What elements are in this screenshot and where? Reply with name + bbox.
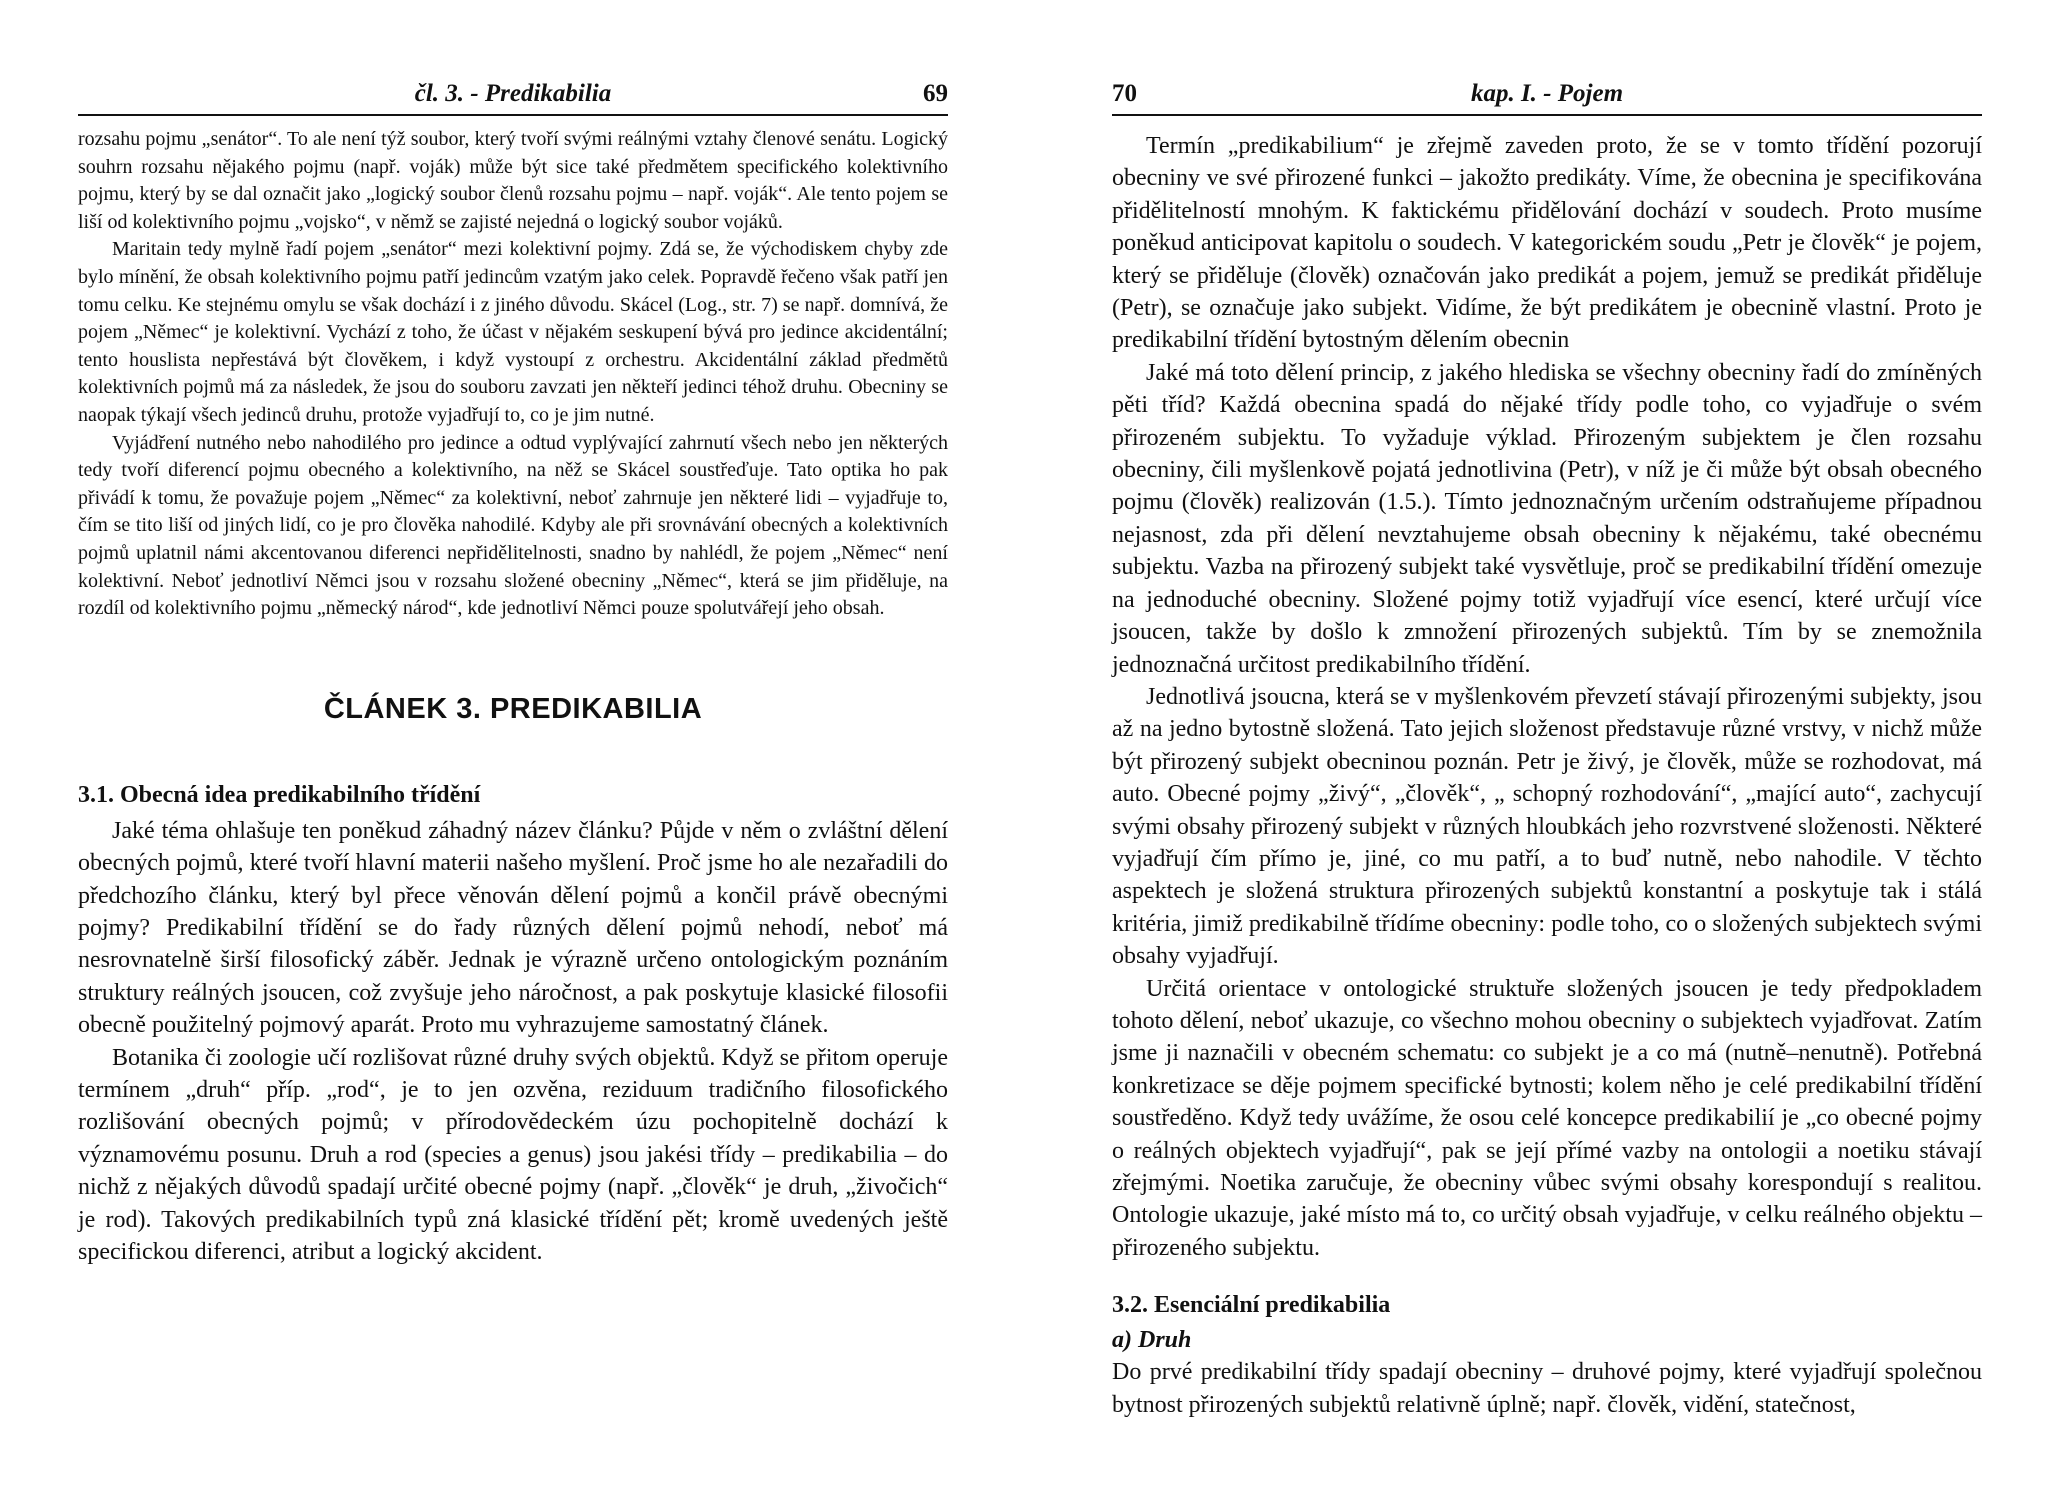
left-page — [78, 80, 948, 1268]
paragraph: Botanika či zoologie učí rozlišovat různé druhy svých objektů. Když se přitom operuje termínem „druh“ příp. „rod“, je to jen ozvěna, reziduum tradičního filosofického rozlišování obecných pojmů; v přírodovědeckém úzu pochopitelně dochází k významovému posunu. Druh a rod (species a genus) jsou jakési třídy – predikabilia – do nichž z nějakých důvodů spadají určité obecné pojmy (např. „člověk“ je druh, „živočich“ je rod). Takových predikabilních typů zná klasické třídění pět; kromě uvedených ještě specifickou diferenci, atribut a logický akcident. — [78, 1044, 948, 1265]
running-head — [1112, 80, 1982, 116]
subsection-title: a) Druh — [1112, 1327, 1192, 1354]
right-page — [1112, 80, 1982, 1421]
running-title: kap. I. - Pojem — [1470, 80, 1624, 107]
paragraph: Jaké má toto dělení princip, z jakého hlediska se všechny obecniny řadí do zmíněných pěti tříd? Každá obecnina spadá do nějaké třídy podle toho, co vyjadřuje o svém přirozeném subjektu. To vyžaduje výklad. Přirozeným subjektem je člen rozsahu obecniny, čili myšlenkově pojatá jednotlivina (Petr), v níž je či může být obsah obecného pojmu (člověk) realizován (1.5.). Tímto jednoznačným určením odstraňujeme případnou nejasnost, zda při dělení nevztahujeme obsah obecniny k nějakému, také obecnému subjektu. Vazba na přirozený subjekt také vysvětluje, proč se predikabilní třídění omezuje na jednoduché obecniny. Složené pojmy totiž vyjadřují více esencí, které určují více jsoucen, takže by došlo k zmnožení přirozených subjektů. Tím by se znemožnila jednoznačná určitost predikabilního třídění. — [1112, 359, 1982, 678]
paragraph: rozsahu pojmu „senátor“. To ale není týž soubor, který tvoří svými reálnými vztahy členové senátu. Logický souhrn rozsahu nějakého pojmu (např. voják) může být sice také předmětem specifického kolektivního pojmu, který by se dal označit jako „logický soubor členů rozsahu pojmu – např. voják“. Ale tento pojem se liší od kolektivního pojmu „vojsko“, v němž se zajisté nejedná o logický soubor vojáků. — [78, 128, 948, 233]
running-head — [78, 80, 948, 116]
page-number: 69 — [923, 80, 948, 107]
paragraph: Jednotlivá jsoucna, která se v myšlenkovém převzetí stávají přirozenými subjekty, jsou až na jedno bytostně složená. Tato jejich složenost představuje různé vrstvy, v nichž může být přirozený subjekt obecninou poznán. Petr je živý, je člověk, může se rozhodovat, má auto. Obecné pojmy „živý“, „člověk“, „ schopný rozhodování“, „mající auto“, zachycují svými obsahy přirozený subjekt v různých hloubkách jeho rozvrstvené složenosti. Některé vyjadřují čím přímo je, jiné, co mu patří, a to buď nutně, nebo nahodile. V těchto aspektech je složená struktura přirozených subjektů konstantní a poskytuje tak i stálá kritéria, jimiž predikabilně třídíme obecniny: podle toho, co o složených subjektech svými obsahy vyjadřují. — [1112, 683, 1982, 970]
paragraph: Do prvé predikabilní třídy spadají obecniny – druhové pojmy, které vyjadřují společnou bytnost přirozených subjektů relativně úplně; např. člověk, vidění, statečnost, — [1112, 1359, 1982, 1418]
paragraph: Určitá orientace v ontologické struktuře složených jsoucen je tedy předpokladem tohoto dělení, neboť ukazuje, co všechno mohou obecniny o subjektech vyjadřovat. Zatím jsme ji naznačili v obecném schematu: co subjekt je a co má (nutně–nenutně). Potřebná konkretizace se děje pojmem specifické bytnosti; kolem něho je celé predikabilní třídění soustředěno. Když tedy uvážíme, že osou celé koncepce predikabilií je „co obecné pojmy o reálných objektech vyjadřují“, pak se její přímé vazby na ontologii a noetiku stávají zřejmými. Noetika zaručuje, že obecniny vůbec svými obsahy korespondují s realitou. Ontologie ukazuje, jaké místo má to, co určitý obsah vyjadřuje, v celku reálného objektu – přirozeného subjektu. — [1112, 975, 1982, 1261]
section-title: 3.2. Esenciální predikabilia — [1112, 1292, 1391, 1319]
paragraph: Termín „predikabilium“ je zřejmě zaveden proto, že se v tomto třídění pozorují obecniny ve své přirozené funkci – jakožto predikáty. Víme, že obecnina je specifikována přidělitelností mnohým. K faktickému přidělování dochází v soudech. Proto musíme poněkud anticipovat kapitolu o soudech. V kategorickém soudu „Petr je člověk“ je pojem, který se přiděluje (člověk) označován jako predikát a pojem, jemuž se predikát přiděluje (Petr), se označuje jako subjekt. Vidíme, že být predikátem je obecnině vlastní. Proto je predikabilní třídění bytostným dělením obecnin — [1112, 133, 1982, 354]
paragraph: Maritain tedy mylně řadí pojem „senátor“ mezi kolektivní pojmy. Zdá se, že východiskem chyby zde bylo mínění, že obsah kolektivního pojmu patří jedincům vzatým jako celek. Popravdě řečeno však patří jen tomu celku. Ke stejnému omylu se však dochází i z jiného důvodu. Skácel (Log., str. 7) se např. domnívá, že pojem „Němec“ je kolektivní. Vychází z toho, že účast v nějakém seskupení bývá pro jedince akcidentální; tento houslista nepřestává být člověkem, i když vystoupí z orchestru. Akcidentální základ předmětů kolektivních pojmů má za následek, že jsou do souboru zavzati jen někteří jedinci téhož druhu. Obecniny se naopak týkají všech jedinců druhu, protože vyjadřují to, co je jim nutné. — [78, 238, 948, 426]
paragraph: Vyjádření nutného nebo nahodilého pro jedince a odtud vyplývající zahrnutí všech nebo jen některých tedy tvoří diferencí pojmu obecného a kolektivního, na něž se Skácel soustřeďuje. Tato optika ho pak přivádí k tomu, že považuje pojem „Němec“ za kolektivní, neboť zahrnuje jen některé lidi – vyjadřuje to, čím se tito liší od jiných lidí, co je pro člověka nahodilé. Kdyby ale při srovnávání obecných a kolektivních pojmů uplatnil námi akcentovanou diferenci nepřidělitelnosti, snadno by nahlédl, že pojem „Němec“ není kolektivní. Neboť jednotliví Němci jsou v rozsahu složené obecniny „Němec“, která se jim přiděluje, na rozdíl od kolektivního pojmu „německý národ“, kde jednotliví Němci pouze spolutvářejí jeho obsah. — [78, 431, 948, 620]
paragraph: Jaké téma ohlašuje ten poněkud záhadný název článku? Půjde v něm o zvláštní dělení obecných pojmů, které tvoří hlavní materii našeho myšlení. Proč jsme ho ale nezařadili do předchozího článku, který byl přece věnován dělení pojmů a končil právě obecnými pojmy? Predikabilní třídění se do řady různých dělení pojmů nehodí, neboť má nesrovnatelně širší filosofický záběr. Jednak je výrazně určeno ontologickým poznáním struktury reálných jsoucen, což zvyšuje jeho náročnost, a pak poskytuje klasické filosofii obecně použitelný pojmový aparát. Proto mu vyhrazujeme samostatný článek. — [78, 817, 948, 1039]
section-title: 3.1. Obecná idea predikabilního třídění — [78, 781, 481, 808]
article-title: ČLÁNEK 3. PREDIKABILIA — [323, 692, 703, 725]
running-title: čl. 3. - Predikabilia — [414, 80, 612, 107]
page-number: 70 — [1112, 80, 1137, 107]
